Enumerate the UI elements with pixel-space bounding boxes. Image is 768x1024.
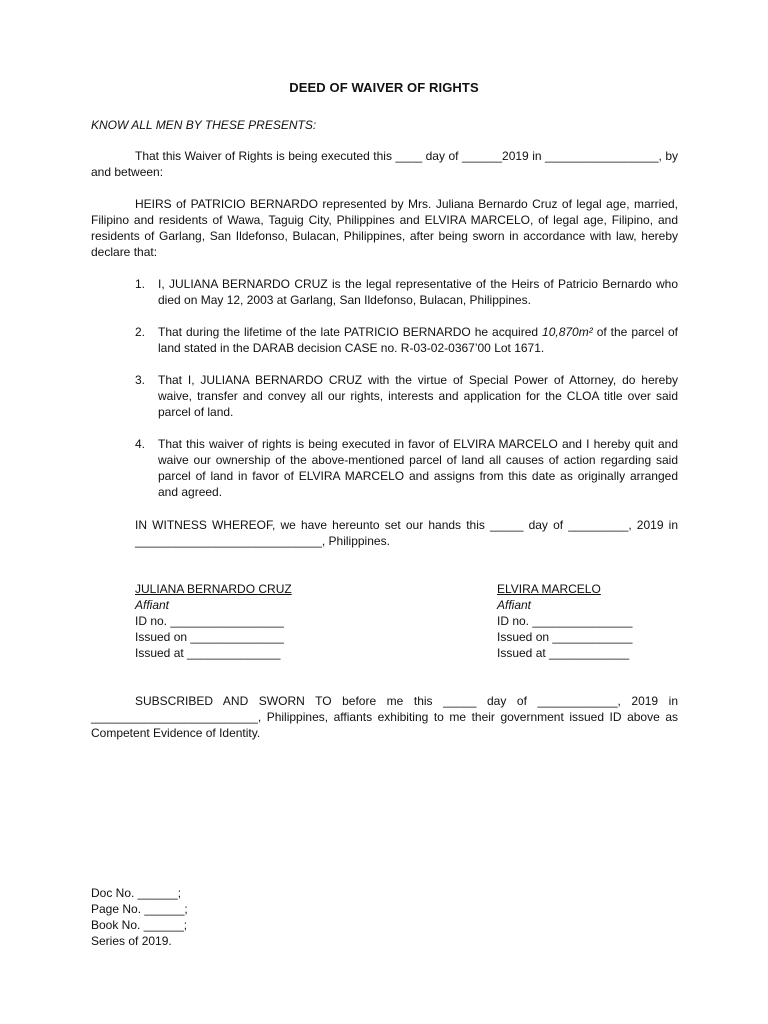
land-area: 10,870m² [542,325,593,339]
issued-on-line: Issued on ______________ [135,630,284,644]
list-item-text: That this waiver of rights is being executed in favor of ELVIRA MARCELO and I hereby quit and waive our ownership of the above-mentioned parcel of land all causes of action regarding said parcel of land in favor of ELVIRA MARCELO and assigns from this date as originally arranged and agreed. [158,437,678,499]
signatory-name: JULIANA BERNARDO CRUZ [135,582,292,596]
series-line: Series of 2019. [91,934,172,948]
book-no-line: Book No. ______; [91,918,188,932]
list-item-text [158,325,678,355]
subscribed-paragraph: SUBSCRIBED AND SWORN TO before me this _____ day of ____________, 2019 in _________________________, Philippines, affiants exhibiting to me their government issued ID above as Competent Evidence of Identity. [91,694,678,740]
list-item-text: That I, JULIANA BERNARDO CRUZ with the virtue of Special Power of Attorney, do hereby waive, transfer and convey all our rights, interests and application for the CLOA title over said parcel of land. [158,373,678,419]
witness-paragraph [135,517,678,549]
list-item-text-part: That during the lifetime of the late PATRICIO BERNARDO he acquired [158,325,543,339]
signature-block-left [135,581,292,661]
issued-at-line: Issued at ____________ [497,646,630,660]
issued-on-line: Issued on ____________ [497,630,633,644]
list-item-number: 1. [135,277,146,291]
list-item-text-part: of the parcel of land stated in the DARAB decision CASE no. R-03-02-0367’00 Lot 1671. [158,325,678,355]
page-no-line: Page No. ______; [91,902,188,916]
list-item-number: 3. [135,373,146,387]
id-line: ID no. _________________ [135,614,284,628]
notary-register [91,885,188,949]
list-item [135,436,678,500]
doc-no-line: Doc No. ______; [91,886,182,900]
signatory-role: Affiant [135,598,170,612]
execution-paragraph: That this Waiver of Rights is being executed this ____ day of ______2019 in _________________, by and between: [91,149,678,179]
signature-block-right [497,581,632,661]
witness-text: IN WITNESS WHEREOF, we have hereunto set our hands this _____ day of _________, 2019 in ____________________________, Philippines. [135,518,678,548]
declarations-list [135,276,678,516]
id-line: ID no. _______________ [497,614,633,628]
intro-line: KNOW ALL MEN BY THESE PRESENTS: [91,118,317,132]
list-item-number: 4. [135,437,146,451]
list-item [135,372,678,420]
parties-paragraph: HEIRS of PATRICIO BERNARDO represented by Mrs. Juliana Bernardo Cruz of legal age, married, Filipino and residents of Wawa, Taguig City, Philippines and ELVIRA MARCELO, of legal age, Filipino, and residents of Garlang, San Ildefonso, Bulacan, Philippines, after being sworn in accordance with law, hereby declare that: [91,197,678,259]
document-title: DEED OF WAIVER OF RIGHTS [289,80,479,95]
issued-at-line: Issued at ______________ [135,646,281,660]
list-item-number: 2. [135,325,146,339]
list-item-text: I, JULIANA BERNARDO CRUZ is the legal representative of the Heirs of Patricio Bernardo who died on May 12, 2003 at Garlang, San Ildefonso, Bulacan, Philippines. [158,277,678,307]
list-item [135,324,678,356]
list-item [135,276,678,308]
signatory-role: Affiant [497,598,532,612]
signatory-name: ELVIRA MARCELO [497,582,601,596]
